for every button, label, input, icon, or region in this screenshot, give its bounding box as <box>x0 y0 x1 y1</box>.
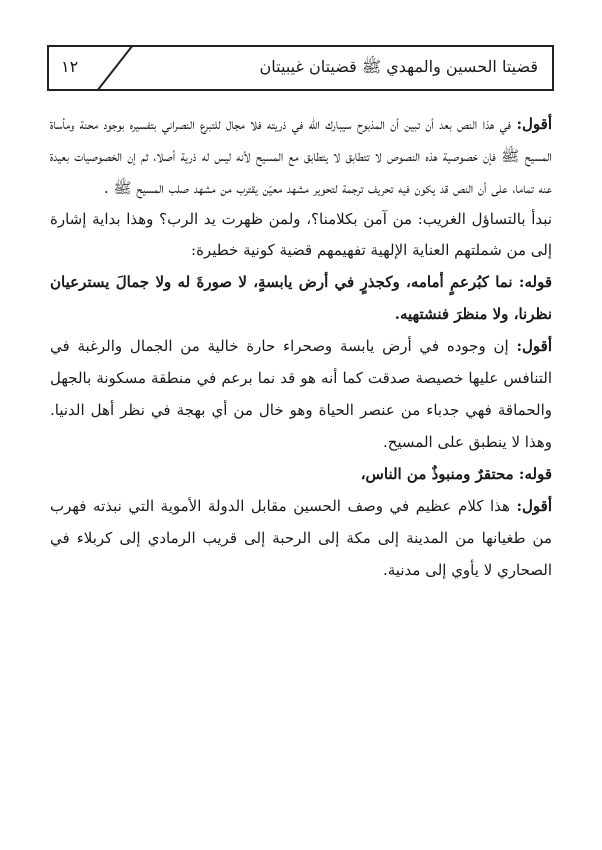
paragraph-text: في هذا النص بعد أن تبين أن المذبوح سيبارك الله في ذريته فلا مجال للتبرع النصراني بتفسيره بوجود محنة ومأساة المسيح ﷺ فإن خصوصية هذه النصوص لا تتطابق لا يتطابق مع المسيح لأنه ليس له ذرية أصلا، ثم إن الخصوصيات بعيدة عنه تماما، على أن النص قد يكون فيه تحريف ترجمة لتحوير مشهد معيّن يقترب من مشهد صلب المسيح ﷺ . <box>50 115 552 197</box>
quote-paragraph <box>50 266 552 330</box>
header-title: قضيتا الحسين والمهدي ﷺ قضيتان غيبيتان <box>259 57 538 76</box>
paragraph <box>50 108 552 204</box>
paragraph-label: قوله: <box>518 465 552 483</box>
paragraph-text: إن وجوده في أرض يابسة وصحراء حارة خالية من الجمال والرغبة في التنافس عليها خصيصة صدقت كما أنه هو قد نما برعم في منطقة مسكونة بالجهل والحماقة فهي جدباء من عنصر الحياة وهو خال من أي بهجة في نظر أهل الدنيا. وهذا لا ينطبق على المسيح. <box>50 337 552 451</box>
paragraph-label: أقول: <box>516 497 552 515</box>
paragraph-label: قوله: <box>518 273 552 291</box>
quote-paragraph <box>50 458 552 490</box>
paragraph-text: هذا كلام عظيم في وصف الحسين مقابل الدولة الأموية التي نبذته فهرب من طغيانها من المدينة إلى مكة إلى الرحبة إلى قريب الرمادي إلى كربلاء في الصحاري لا يأوي إلى مدنية. <box>50 497 552 579</box>
quote-text: نما كبُرعمٍ أمامه، وكجذرٍ في أرض يابسةٍ، لا صورةَ له ولا جمالَ يسترعيان نظرنا، ولا منظرَ فنشتهيه. <box>50 273 552 323</box>
paragraph-text: نبدأ بالتساؤل الغريب: من آمن بكلامنا؟، ولمن ظهرت يد الرب؟ وهذا بداية إشارة إلى من شملتهم العناية الإلهية تفهيمهم قضية كونية خطيرة: <box>50 210 552 259</box>
page-number: ١٢ <box>61 57 79 76</box>
paragraph <box>50 330 552 458</box>
header-divider <box>83 45 143 91</box>
paragraph-label: أقول: <box>516 337 552 355</box>
paragraph-label: أقول: <box>516 115 552 133</box>
paragraph <box>50 204 552 266</box>
paragraph <box>50 490 552 586</box>
page-body <box>50 108 552 586</box>
quote-text: محتقرٌ ومنبوذٌ من الناس، <box>360 465 519 483</box>
running-header <box>47 45 554 91</box>
